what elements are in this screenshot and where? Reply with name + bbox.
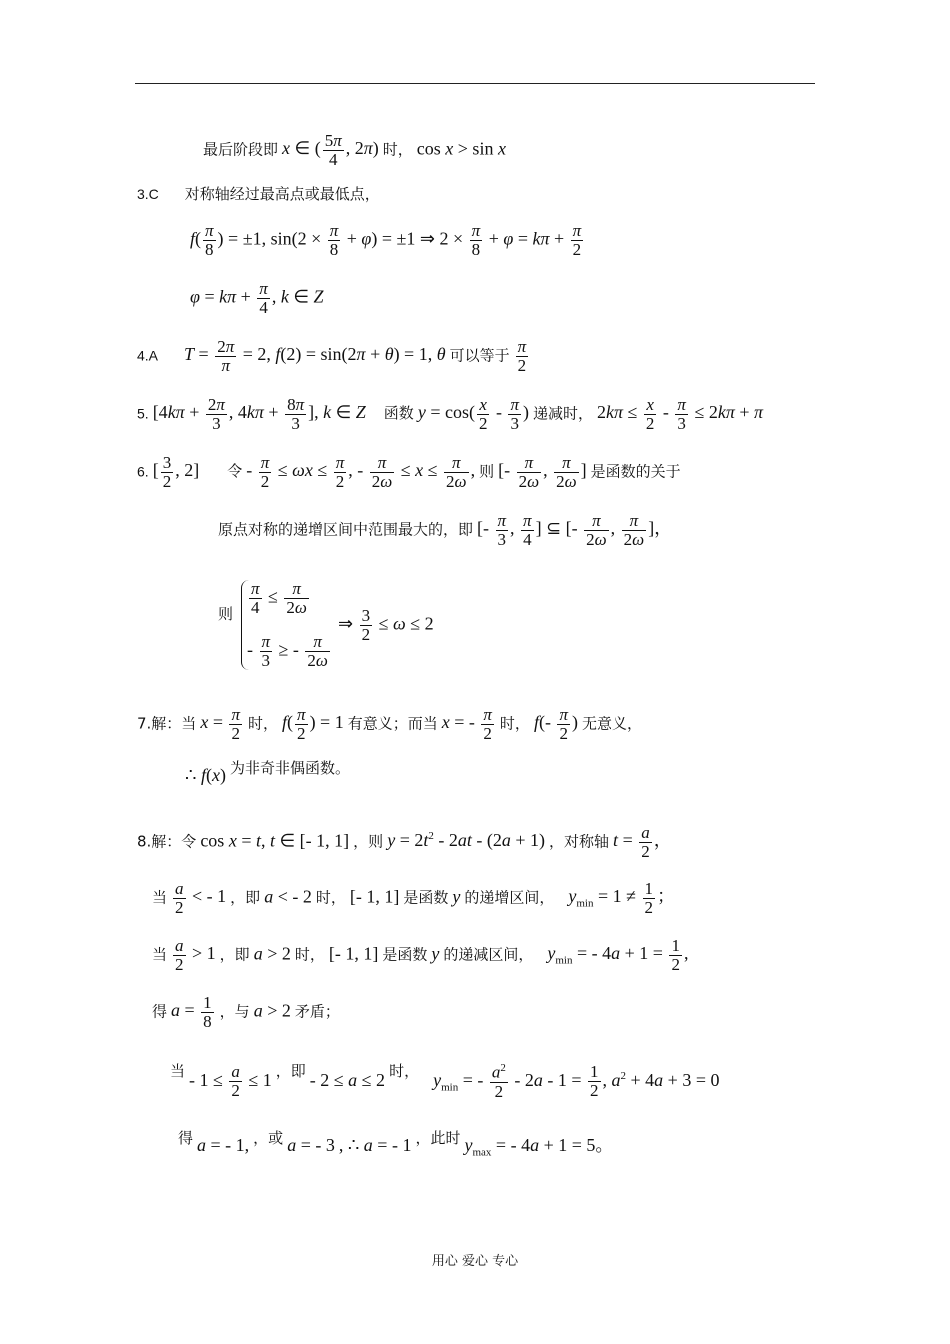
line-8b: 当 $\frac{a}{2}$ > 1 ，即 a > 2 时， [- 1, 1] 是函数 y 的递减区间， $y_{min}$ = - 4a + 1 = $\frac{1}{2}$ , <box>152 936 689 974</box>
line-8a: 当 $\frac{a}{2}$ < - 1 ，即 a < - 2 时， [- 1, 1] 是函数 y 的递增区间， $y_{min} = 1$ ≠ $\frac{1}{2}$ ； <box>152 879 676 917</box>
line-1: 最后阶段即 x ∈ ( $\frac{5\pi}{4}$ , 2π) 时， cos x > sin x <box>203 131 506 169</box>
line-5: 5. [4kπ + $\frac{2\pi}{3}$ , 4kπ + $\frac{8\pi}{3}$ ], k ∈ Z 函数 y = cos( $\frac{x}{2}$ - $\frac{\pi}{3}$ ) 递减时， 2kπ ≤ $\frac{x}{2}$ - $\frac{\pi}{3}$ ≤ 2kπ + π <box>137 395 764 433</box>
line-6b: 原点对称的递增区间中范围最大的，即 [- $\frac{\pi}{3}$ , $\frac{\pi}{4}$ ] ⊆ [- $\frac{\pi}{2\omega}$ , $\frac{\pi}{2\omega}$ ]， <box>218 511 673 549</box>
page-footer: 用心 爱心 专心 <box>431 1254 519 1269</box>
line-8d: 当 - 1 ≤ $\frac{a}{2}$ ≤ 1 ，即 - 2 ≤ a ≤ 2 时， $y_{min}$ = - $\frac{a^2}{2}$ - 2a - 1 = $\frac{1}{2}$ , $a^2 + 4a + 3 = 0$ <box>170 1061 720 1101</box>
line-8c: 得 a = $\frac{1}{8}$ ，与 a > 2 矛盾； <box>152 993 340 1031</box>
system-result: ⇒ $\frac{3}{2}$ ≤ ω ≤ 2 <box>338 606 434 644</box>
system-row-2: - $\frac{\pi}{3}$ ≥ - $\frac{\pi}{2\omega}$ <box>247 632 328 670</box>
system-row-1: $\frac{\pi}{4}$ ≤ $\frac{\pi}{2\omega}$ <box>251 579 307 617</box>
line-3: 3.C 对称轴经过最高点或最低点， <box>137 185 380 203</box>
header-rule <box>135 83 815 84</box>
line-7: 7.解：当 x = $\frac{\pi}{2}$ 时， f( $\frac{\pi}{2}$ ) = 1 有意义；而当 x = - $\frac{\pi}{2}$ 时， f(- $\frac{\pi}{2}$ ) 无意义， <box>137 705 642 743</box>
eq-3a: f( $\frac{\pi}{8}$ ) = ±1, sin(2 × $\frac{\pi}{8}$ + φ) = ±1 ⇒ 2 × $\frac{\pi}{8}$ + φ = kπ + $\frac{\pi}{2}$ <box>190 221 582 259</box>
line-6c-label: 则 <box>218 605 234 623</box>
line-6: 6. [ $\frac{3}{2}$ , 2] 令 - $\frac{\pi}{2}$ ≤ ωx ≤ $\frac{\pi}{2}$ , - $\frac{\pi}{2\omega}$ ≤ x ≤ $\frac{\pi}{2\omega}$ , 则 [- $\frac{\pi}{2\omega}$ , $\frac{\pi}{2\omega}$ ] 是函数的关于 <box>137 453 681 491</box>
line-4: 4.A T = $\frac{2\pi}{\pi}$ = 2, f(2) = sin(2π + θ) = 1, θ 可以等于 $\frac{\pi}{2}$ <box>137 337 527 375</box>
eq-3b: φ = kπ + $\frac{\pi}{4}$ , k ∈ Z <box>190 279 324 317</box>
line-8e: 得 a = - 1, ，或 a = - 3 , ∴ a = - 1 ，此时 $y_{max}$ = - 4a + 1 = 5。 <box>178 1129 614 1159</box>
line-7b: ∴ f(x) 为非奇非偶函数。 <box>185 759 350 785</box>
line-8: 8.解：令 cos x = t, t ∈ [- 1, 1] ，则 $y = 2t^2 - 2at - (2a + 1)$ ，对称轴 t = $\frac{a}{2}$ ， <box>137 823 672 861</box>
